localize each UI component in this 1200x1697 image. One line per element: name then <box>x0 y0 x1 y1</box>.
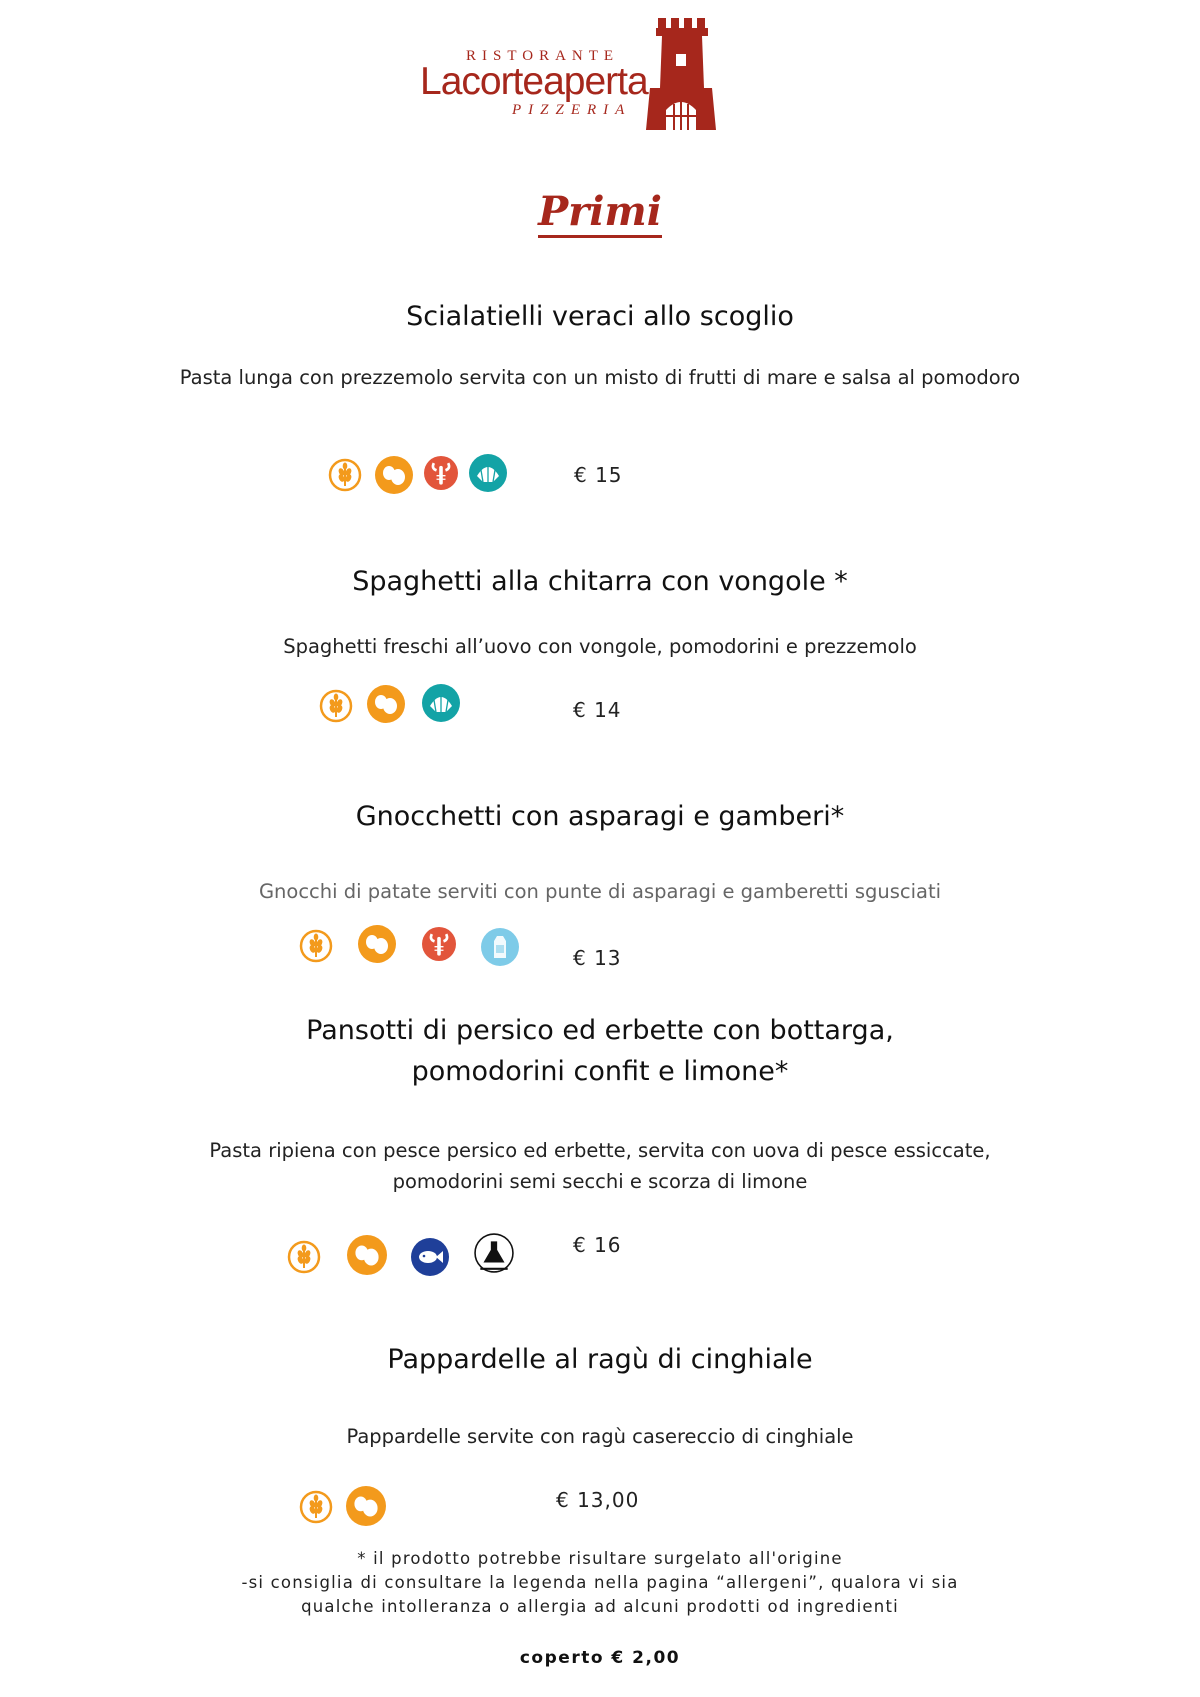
dish-4-description-line2: pomodorini semi secchi e scorza di limone <box>392 1170 808 1193</box>
section-title <box>0 188 1200 235</box>
dish-3-title: Gnocchetti con asparagi e gamberi* <box>355 801 845 832</box>
logo-bottom-text: PIZZERIA <box>512 102 632 118</box>
egg-icon <box>367 685 405 723</box>
footer-note-allergens: -si consiglia di consultare la legenda nella pagina “allergeni”, qualora vi sia <box>241 1573 959 1592</box>
gluten-icon <box>317 687 355 725</box>
egg-icon <box>347 1235 387 1275</box>
dish-4-title-line2: pomodorini confit e limone* <box>411 1056 789 1087</box>
dish-5-description: Pappardelle servite con ragù casereccio di cinghiale <box>346 1425 854 1448</box>
dish-3-price: € 13 <box>573 946 622 970</box>
section-title-text: Primi <box>538 188 662 238</box>
shellfish-icon <box>469 454 507 492</box>
gluten-icon <box>285 1238 323 1276</box>
dish-2-description: Spaghetti freschi all’uovo con vongole, pomodorini e prezzemolo <box>283 635 917 658</box>
logo-main-text: Lacorteaperta <box>420 60 648 103</box>
dish-2-title: Spaghetti alla chitarra con vongole * <box>352 566 848 597</box>
logo-top-text: RISTORANTE <box>466 48 620 64</box>
dish-3-description: Gnocchi di patate serviti con punte di asparagi e gamberetti sgusciati <box>258 880 942 903</box>
milk-icon <box>481 928 519 966</box>
dish-4-title-line1: Pansotti di persico ed erbette con bottarga, <box>306 1015 894 1046</box>
restaurant-logo <box>420 18 720 133</box>
cover-charge: coperto € 2,00 <box>519 1648 681 1668</box>
dish-1-description: Pasta lunga con prezzemolo servita con un misto di frutti di mare e salsa al pomodoro <box>179 366 1021 389</box>
dish-5-title: Pappardelle al ragù di cinghiale <box>387 1344 813 1375</box>
dish-1-title: Scialatielli veraci allo scoglio <box>406 301 794 332</box>
dish-5-price: € 13,00 <box>556 1488 640 1512</box>
footer-note-frozen: * il prodotto potrebbe risultare surgelato all'origine <box>357 1549 843 1568</box>
sulphite-icon <box>474 1233 514 1273</box>
gluten-icon <box>297 927 335 965</box>
fish-icon <box>411 1238 449 1276</box>
egg-icon <box>346 1486 386 1526</box>
dish-1-price: € 15 <box>574 463 623 487</box>
shellfish-icon <box>422 684 460 722</box>
gluten-icon <box>326 456 364 494</box>
gluten-icon <box>297 1488 335 1526</box>
dish-4-price: € 16 <box>573 1233 622 1257</box>
crustacean-icon <box>422 927 456 961</box>
crustacean-icon <box>424 456 458 490</box>
egg-icon <box>358 925 396 963</box>
dish-4-description-line1: Pasta ripiena con pesce persico ed erbette, servita con uova di pesce essiccate, <box>209 1139 991 1162</box>
dish-2-price: € 14 <box>573 698 622 722</box>
footer-note-intolerance: qualche intolleranza o allergia ad alcuni prodotti od ingredienti <box>301 1597 899 1616</box>
tower-logo-icon <box>644 18 718 130</box>
egg-icon <box>375 456 413 494</box>
